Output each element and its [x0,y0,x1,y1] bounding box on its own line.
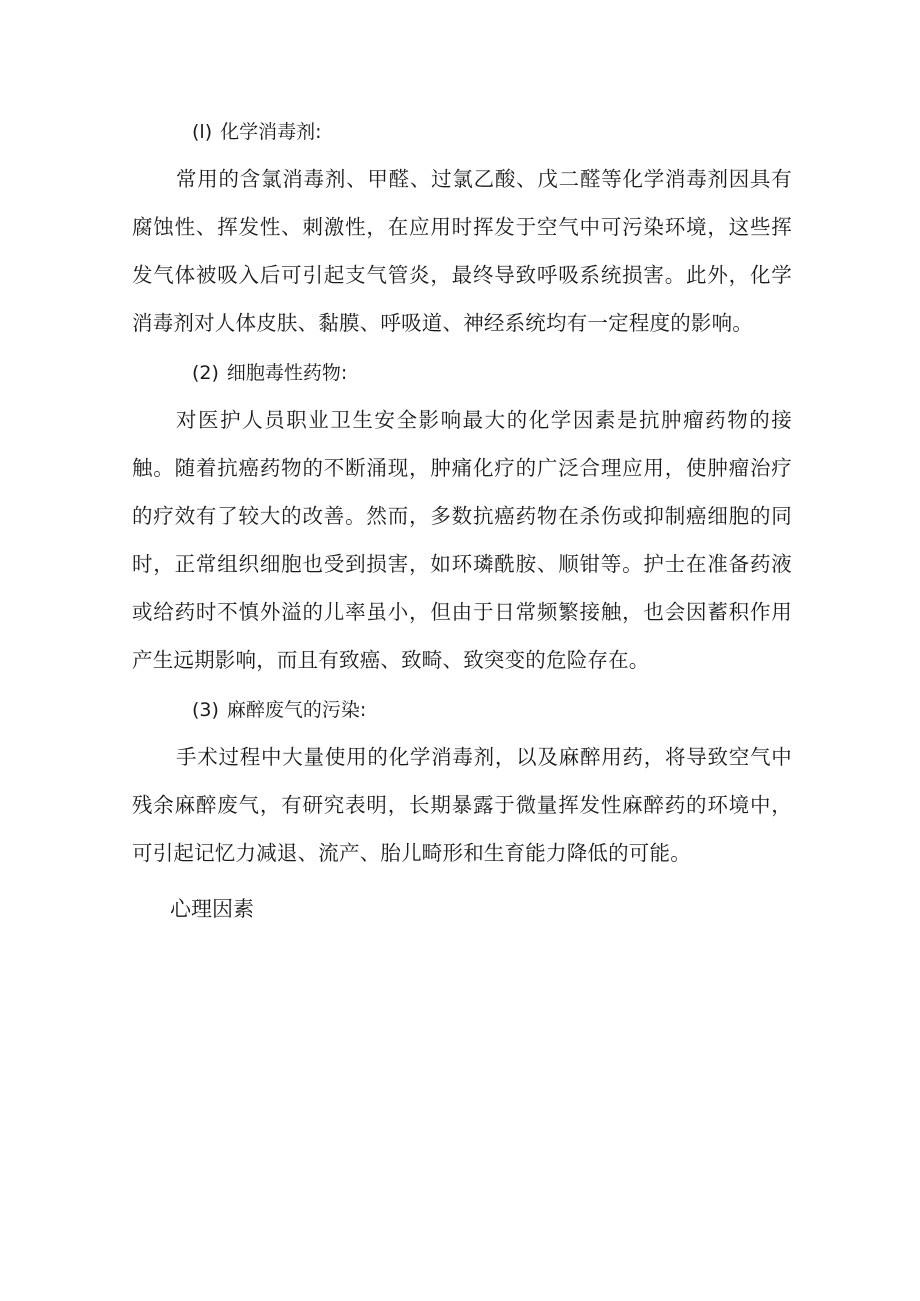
section-2-number: (2) [192,362,219,384]
section-3-paragraph: 手术过程中大量使用的化学消毒剂，以及麻醉用药，将导致空气中残余麻醉废气，有研究表明，长期暴露于微量挥发性麻醉药的环境中，可引起记忆力减退、流产、胎儿畸形和生育能力降低的可能。 [132,745,792,865]
section-1-paragraph: 常用的含氯消毒剂、甲醛、过氯乙酸、戊二醛等化学消毒剂因具有腐蚀性、挥发性、刺激性，在应用时挥发于空气中可污染环境，这些挥发气体被吸入后可引起支气管炎，最终导致呼吸系统损害。此外，化学消毒剂对人体皮肤、黏膜、呼吸道、神经系统均有一定程度的影响。 [132,167,792,335]
section-2-paragraph: 对医护人员职业卫生安全影响最大的化学因素是抗肿瘤药物的接触。随着抗癌药物的不断涌现，肿痛化疗的广泛合理应用，使肿瘤治疗的疗效有了较大的改善。然而，多数抗癌药物在杀伤或抑制癌细胞的同时，正常组织细胞也受到损害，如环璘酰胺、顺钳等。护士在准备药液或给药时不慎外溢的儿率虽小，但由于日常频繁接触，也会因蓄积作用产生远期影响，而且有致癌、致畸、致突变的危险存在。 [132,408,792,672]
section-3-heading [132,690,792,730]
section-1-number: (l) [192,121,213,143]
section-1-title: 化学消毒剂: [220,121,322,143]
section-1-heading [132,112,792,152]
next-section-heading: 心理因素 [170,897,254,921]
section-3-title: 麻醉废气的污染: [226,699,367,721]
section-3-number: (3) [192,699,219,721]
document-body [132,112,792,931]
section-2-heading [132,353,792,393]
section-2-title: 细胞毒性药物: [226,362,348,384]
